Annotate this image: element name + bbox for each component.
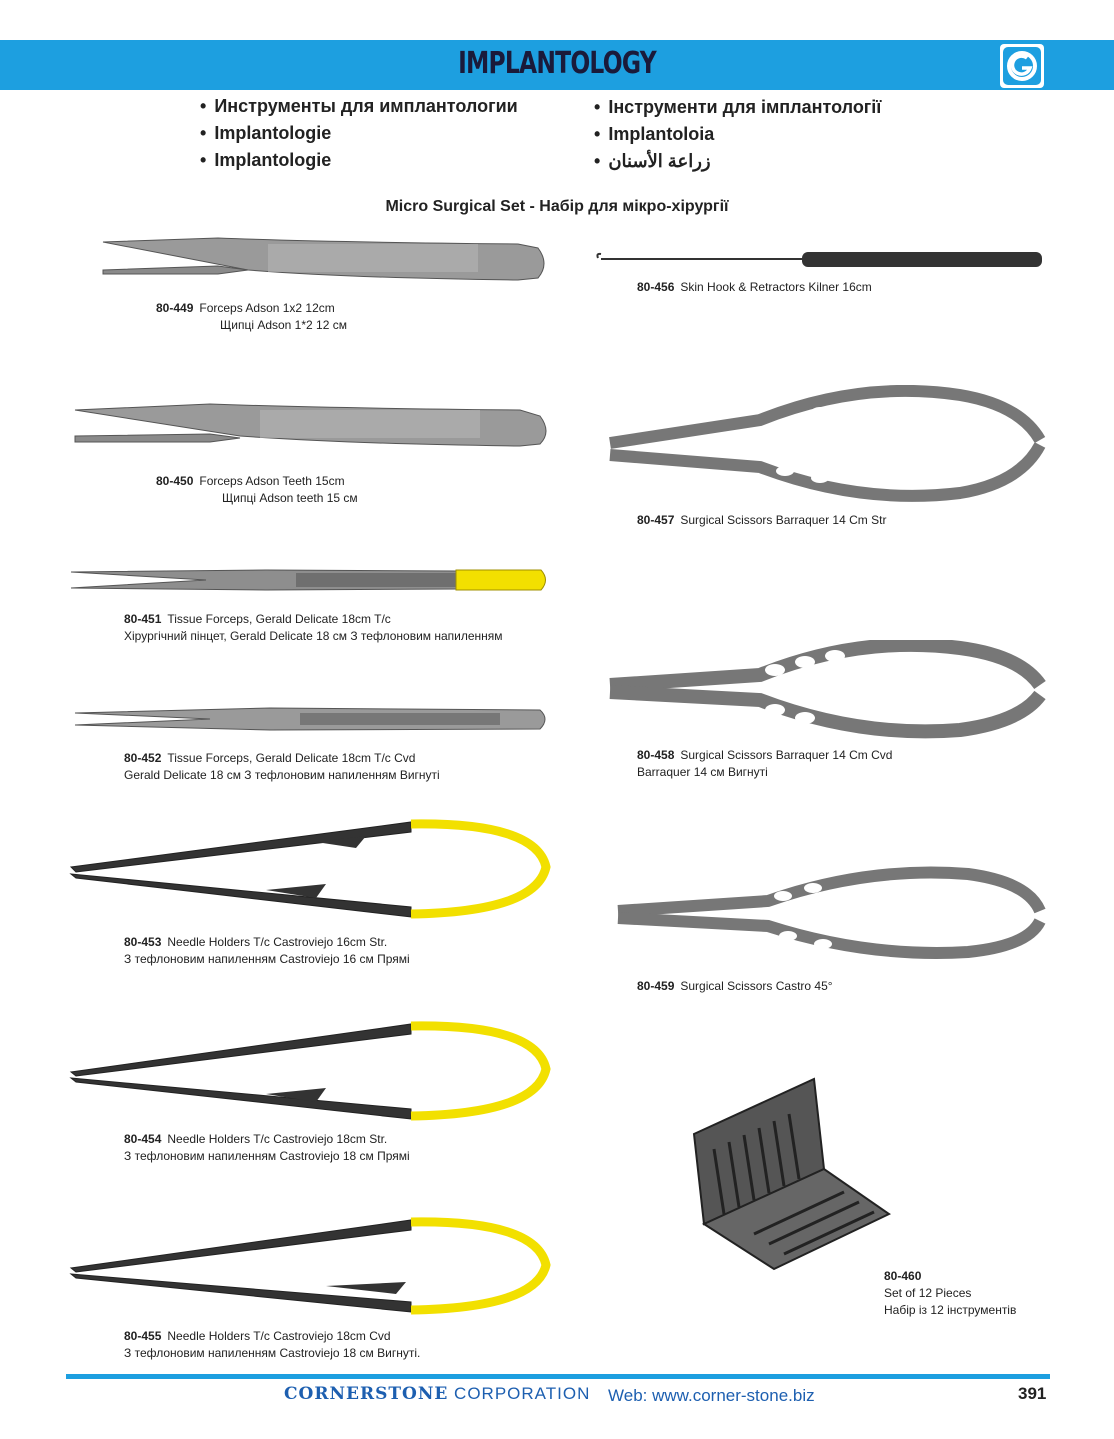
logo-icon bbox=[1000, 44, 1044, 88]
item-desc: Needle Holders T/c Castroviejo 18cm Cvd bbox=[167, 1329, 391, 1343]
item-desc: Forceps Adson 1x2 12cm bbox=[199, 301, 335, 315]
item-code: 80-458 bbox=[637, 748, 675, 762]
needle-holder-16cm-image bbox=[66, 812, 556, 924]
item-desc: Surgical Scissors Barraquer 14 Cm Cvd bbox=[680, 748, 893, 762]
item-desc: Tissue Forceps, Gerald Delicate 18cm T/c bbox=[167, 612, 391, 626]
scissors-barraquer-cvd-image bbox=[600, 640, 1048, 740]
skin-hook-image bbox=[592, 248, 1047, 272]
item-desc-ua: Хірургічний пінцет, Gerald Delicate 18 см З тефлоновим напиленням bbox=[124, 629, 503, 643]
item-desc-ua: Набір із 12 інструментів bbox=[884, 1303, 1017, 1317]
company-name-rest: CORPORATION bbox=[448, 1384, 591, 1403]
caption-80-452 bbox=[124, 750, 440, 784]
caption-80-459 bbox=[637, 978, 833, 995]
caption-80-449 bbox=[156, 300, 347, 334]
scissors-barraquer-str-image bbox=[600, 385, 1048, 505]
item-code: 80-452 bbox=[124, 751, 162, 765]
scissors-castro-image bbox=[608, 866, 1048, 966]
item-desc: Surgical Scissors Castro 45° bbox=[680, 979, 833, 993]
footer-rule bbox=[66, 1374, 1050, 1379]
item-code: 80-455 bbox=[124, 1329, 162, 1343]
item-desc: Surgical Scissors Barraquer 14 Cm Str bbox=[680, 513, 887, 527]
caption-80-453 bbox=[124, 934, 410, 968]
item-desc: Forceps Adson Teeth 15cm bbox=[199, 474, 345, 488]
item-desc-ua: Gerald Delicate 18 см З тефлоновим напиленням Вигнуті bbox=[124, 768, 440, 782]
item-desc-ua: З тефлоновим напиленням Castroviejo 18 см Прямі bbox=[124, 1149, 410, 1163]
tissue-forceps-gerald-curved-image bbox=[70, 703, 555, 735]
language-item: • Implantologie bbox=[200, 147, 518, 174]
item-desc: Needle Holders T/c Castroviejo 18cm Str. bbox=[167, 1132, 388, 1146]
tissue-forceps-gerald-image bbox=[66, 565, 556, 595]
item-desc-ua: Щипці Adson teeth 15 см bbox=[222, 491, 358, 505]
item-code: 80-451 bbox=[124, 612, 162, 626]
caption-80-450 bbox=[156, 473, 358, 507]
item-code: 80-450 bbox=[156, 474, 194, 488]
needle-holder-18cm-cvd-image bbox=[66, 1210, 556, 1322]
forceps-adson-image bbox=[98, 230, 553, 285]
item-desc-ua: Щипці Adson 1*2 12 см bbox=[220, 318, 347, 332]
page-title: IMPLANTOLOGY bbox=[458, 46, 656, 81]
needle-holder-18cm-str-image bbox=[66, 1014, 556, 1126]
set-title: Micro Surgical Set - Набір для мікро-хірургії bbox=[385, 198, 729, 215]
company-name-bold: CORNERSTONE bbox=[284, 1384, 449, 1404]
language-item: • زراعة الأسنان bbox=[594, 148, 881, 175]
item-desc: Needle Holders T/c Castroviejo 16cm Str. bbox=[167, 935, 388, 949]
caption-80-458 bbox=[637, 747, 892, 781]
item-desc: Set of 12 Pieces bbox=[884, 1286, 972, 1300]
language-list-left bbox=[200, 93, 518, 174]
item-code: 80-457 bbox=[637, 513, 675, 527]
language-item: • Инструменты для имплантологии bbox=[200, 93, 518, 120]
item-code: 80-453 bbox=[124, 935, 162, 949]
caption-80-460 bbox=[884, 1268, 1016, 1319]
item-desc: Tissue Forceps, Gerald Delicate 18cm T/c Cvd bbox=[167, 751, 416, 765]
item-code: 80-459 bbox=[637, 979, 675, 993]
item-code: 80-449 bbox=[156, 301, 194, 315]
caption-80-455 bbox=[124, 1328, 420, 1362]
item-code: 80-460 bbox=[884, 1269, 922, 1283]
caption-80-454 bbox=[124, 1131, 410, 1165]
language-item: • Інструменти для імплантології bbox=[594, 94, 881, 121]
page-number: 391 bbox=[1018, 1384, 1047, 1403]
item-desc-ua: Barraquer 14 см Вигнуті bbox=[637, 765, 768, 779]
caption-80-457 bbox=[637, 512, 886, 529]
forceps-adson-teeth-image bbox=[70, 396, 555, 454]
caption-80-451 bbox=[124, 611, 503, 645]
footer-web-link[interactable]: Web: www.corner-stone.biz bbox=[608, 1386, 815, 1405]
language-list-right bbox=[594, 94, 881, 175]
item-code: 80-456 bbox=[637, 280, 675, 294]
instrument-case-image bbox=[684, 1074, 894, 1274]
item-desc: Skin Hook & Retractors Kilner 16cm bbox=[680, 280, 872, 294]
item-desc-ua: З тефлоновим напиленням Castroviejo 18 см Вигнуті. bbox=[124, 1346, 421, 1360]
company-logo bbox=[1000, 44, 1044, 88]
footer-company bbox=[284, 1384, 590, 1404]
caption-80-456 bbox=[637, 279, 872, 296]
item-code: 80-454 bbox=[124, 1132, 162, 1146]
item-desc-ua: З тефлоновим напиленням Castroviejo 16 см Прямі bbox=[124, 952, 410, 966]
language-item: • Implantologie bbox=[200, 120, 518, 147]
language-item: • Implantoloia bbox=[594, 121, 881, 148]
